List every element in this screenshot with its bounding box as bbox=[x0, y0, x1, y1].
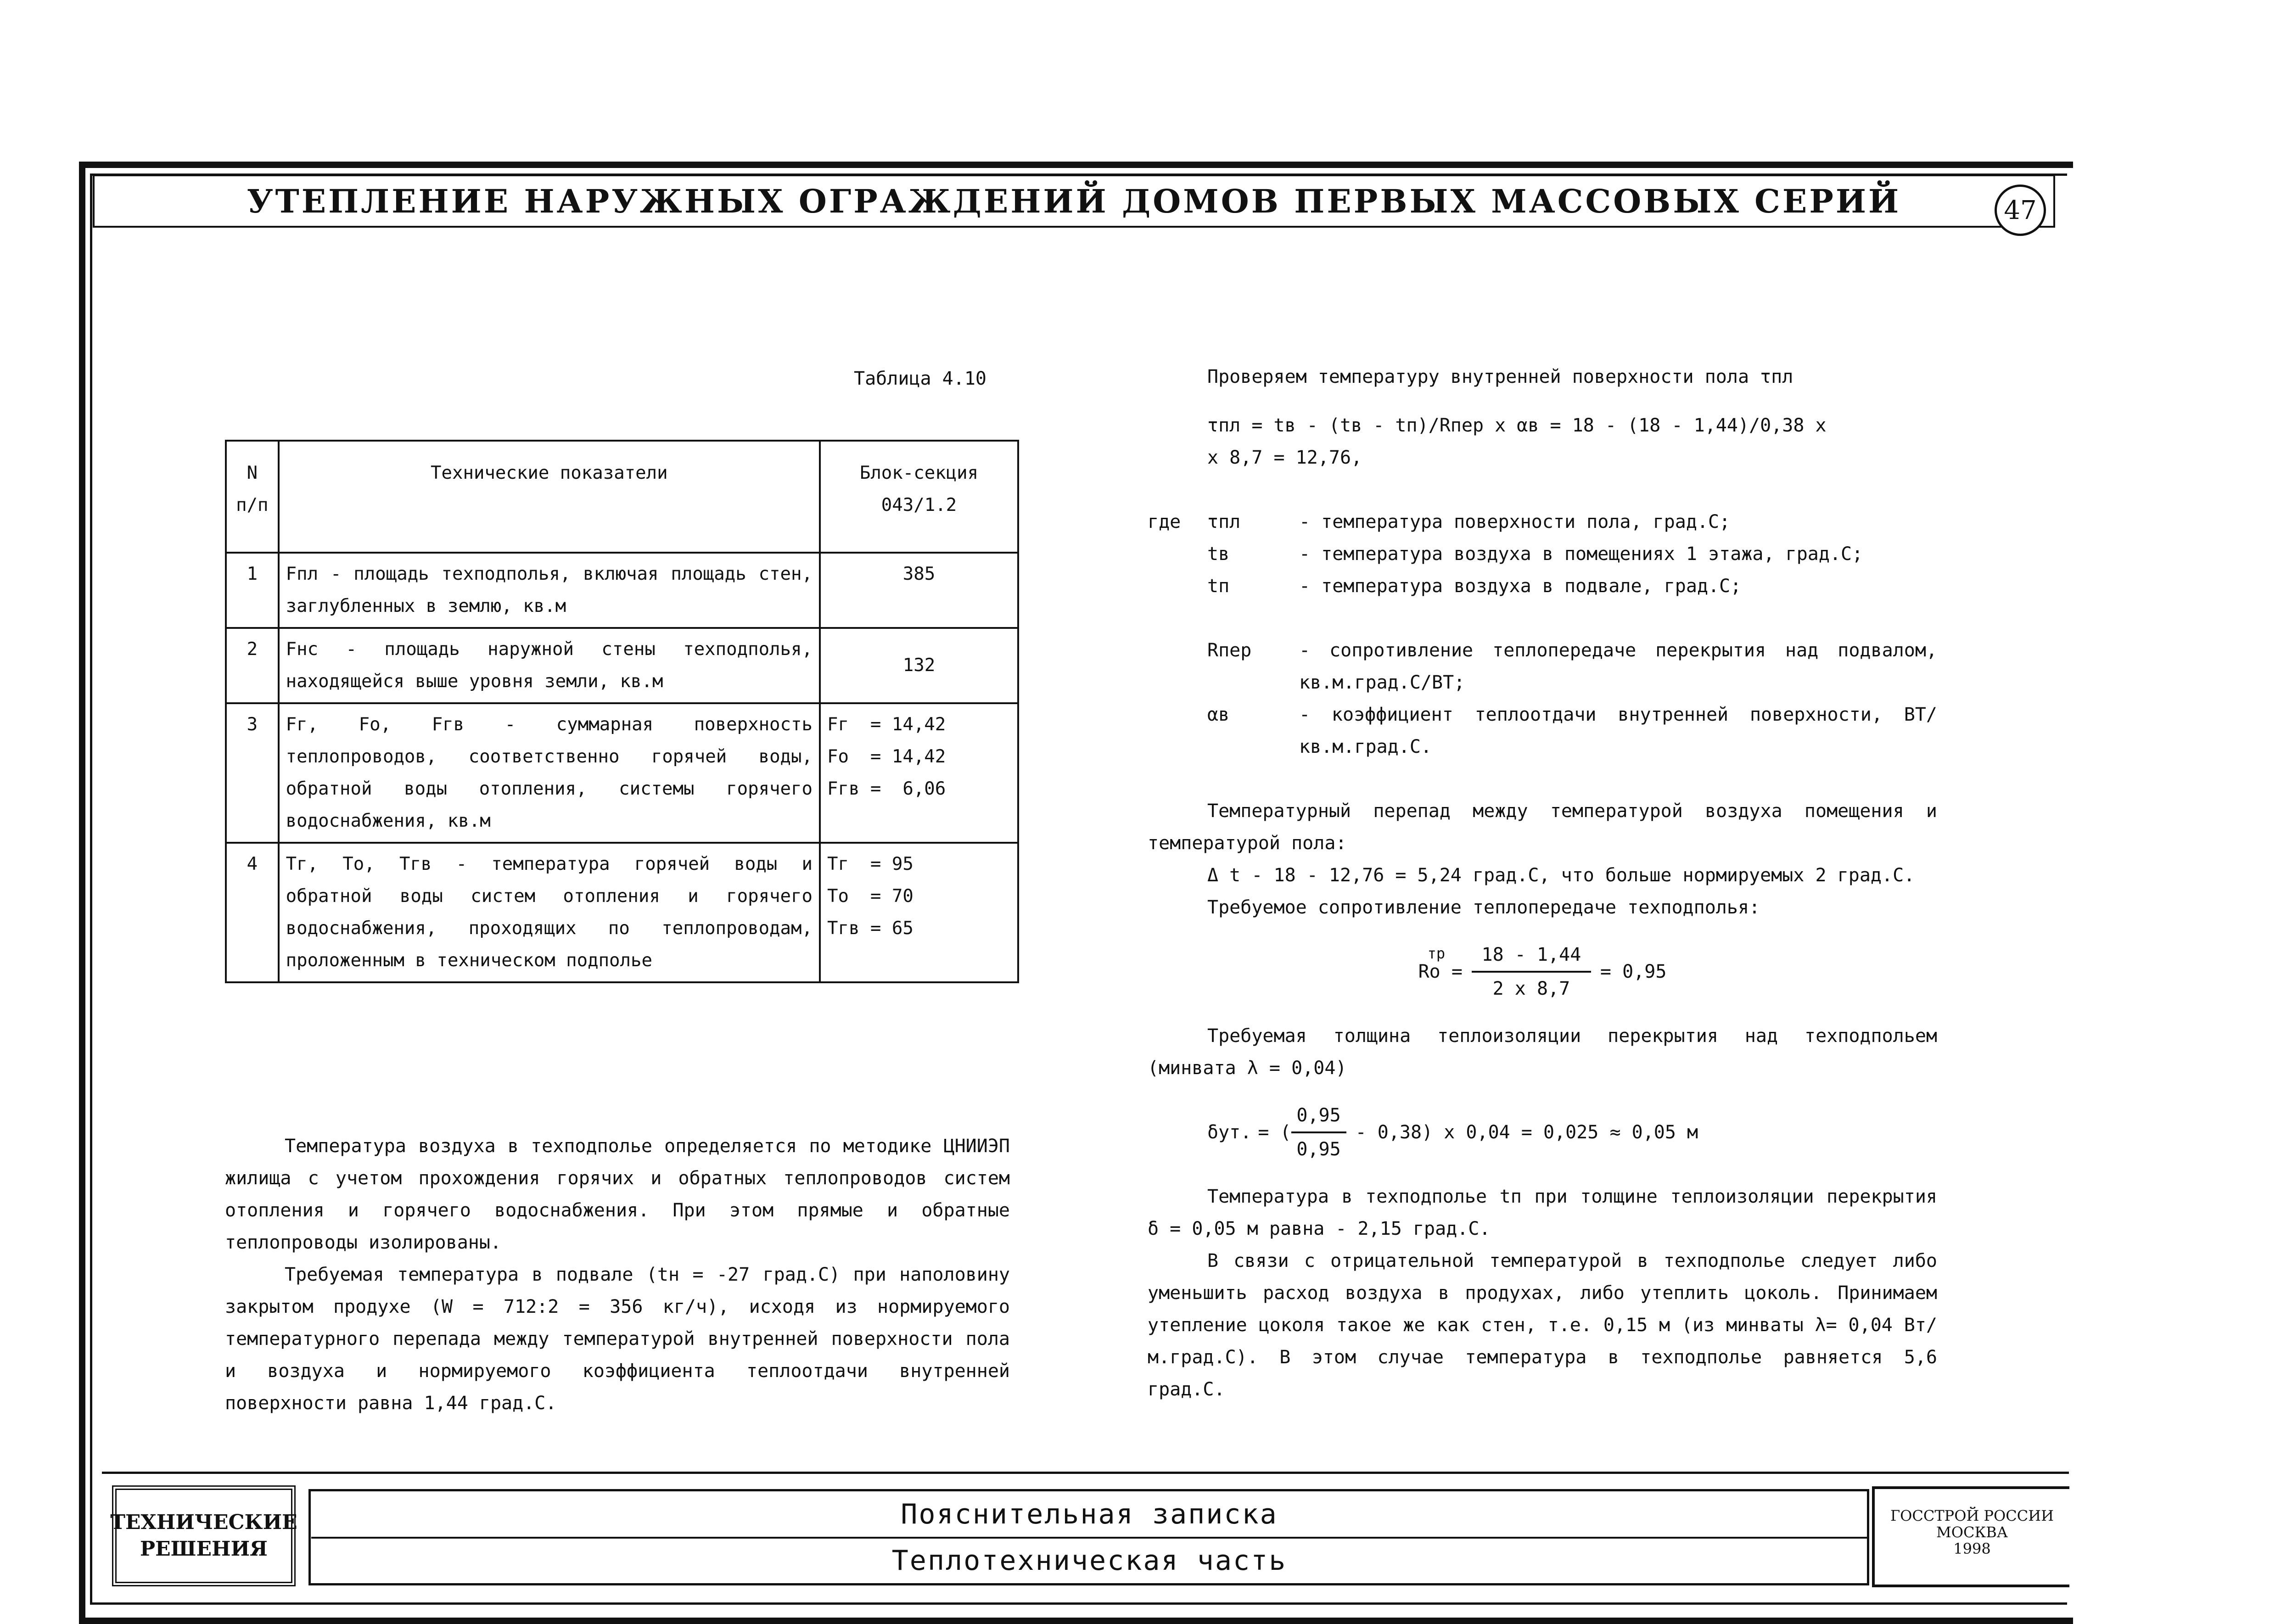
paragraph: Требуемая толщина теплоизоляции перекрытия над техподпольем (минвата λ = 0,04) bbox=[1148, 1025, 1937, 1079]
stamp-title-row2: Теплотехническая часть bbox=[891, 1545, 1287, 1577]
paragraph: Температура в техподполье tп при толщине теплоизоляции перекрытия δ = 0,05 м равна - 2,15 град.С. bbox=[1148, 1186, 1937, 1239]
paragraph: Требуемая температура в подвале (tн = -27 град.С) при наполовину закрытом продухе (W = 712:2 = 356 кг/ч), исходя из нормируемого температурного перепада между температурой внутренней поверхности пола и воздуха и нормируемого коэффициента теплоотдачи внутренней поверхности равна 1,44 град.С. bbox=[225, 1264, 1010, 1414]
col-header-indicators: Технические показатели bbox=[279, 441, 820, 553]
paragraph: Проверяем температуру внутренней поверхности пола τпл bbox=[1207, 366, 1793, 387]
technical-solutions-label: ТЕХНИЧЕСКИЕ РЕШЕНИЯ bbox=[112, 1485, 296, 1586]
paragraph: Температура воздуха в техподполье определяется по методике ЦНИИЭП жилища с учетом прохождения горячих и обратных теплопроводов систем отопления и горячего водоснабжения. При этом прямые и обратные теплопроводы изолированы. bbox=[225, 1136, 1010, 1253]
row-number: 3 bbox=[226, 703, 279, 843]
left-text-block bbox=[225, 1130, 1010, 1419]
definition-row: Rпер - сопротивление теплопередаче перекрытия над подвалом, кв.м.град.С/ВТ; bbox=[1207, 640, 1937, 693]
formula-line: x 8,7 = 12,76, bbox=[1207, 447, 1362, 468]
table-row bbox=[226, 843, 1018, 982]
definition-row: tп - температура воздуха в подвале, град.С; bbox=[1207, 576, 1742, 597]
row-text: Fг, Fo, Fгв - суммарная поверхность теплопроводов, соответственно горячей воды, обратной воды отопления, системы горячего водоснабжения, кв.м bbox=[279, 703, 820, 843]
row-value: Fг = 14,42 Fo = 14,42 Fгв = 6,06 bbox=[820, 703, 1018, 843]
delta-fraction: δут. = ( 0,95 0,95 - 0,38) x 0,04 = 0,025 ≈ 0,05 м bbox=[1207, 1105, 1698, 1160]
row-value: 385 bbox=[820, 553, 1018, 628]
definition-row: tв - температура воздуха в помещениях 1 этажа, град.С; bbox=[1207, 543, 1863, 565]
table-caption: Таблица 4.10 bbox=[854, 368, 986, 389]
r-fraction: тр Rо = 18 - 1,44 2 x 8,7 = 0,95 bbox=[1418, 944, 1667, 999]
table-row bbox=[226, 553, 1018, 628]
paragraph: В связи с отрицательной температурой в техподполье следует либо уменьшить расход воздуха в продухах, либо утеплить цоколь. Принимаем утепление цоколя такое же как стен, т.е. 0,15 м (из минваты λ= 0,04 Вт/м.град.С). В этом случае температура в техподполье равняется 5,6 град.С. bbox=[1148, 1250, 1937, 1400]
table-row bbox=[226, 628, 1018, 703]
col-header-block: Блок-секция 043/1.2 bbox=[820, 441, 1018, 553]
organization-stamp: ГОССТРОЙ РОССИИ МОСКВА 1998 bbox=[1872, 1486, 2069, 1587]
paragraph: Температурный перепад между температурой воздуха помещения и температурой пола: bbox=[1148, 801, 1937, 854]
row-value: Tг = 95 To = 70 Tгв = 65 bbox=[820, 843, 1018, 982]
paragraph: Требуемое сопротивление теплопередаче техподполья: bbox=[1207, 897, 1760, 918]
document-title: УТЕПЛЕНИЕ НАРУЖНЫХ ОГРАЖДЕНИЙ ДОМОВ ПЕРВЫХ МАССОВЫХ СЕРИЙ bbox=[93, 174, 2055, 228]
stamp-divider bbox=[102, 1472, 2069, 1474]
row-text: Fнс - площадь наружной стены техподполья, находящейся выше уровня земли, кв.м bbox=[279, 628, 820, 703]
row-number: 1 bbox=[226, 553, 279, 628]
right-text-block bbox=[1148, 361, 1937, 1406]
row-text: Tг, To, Tгв - температура горячей воды и обратной воды систем отопления и горячего водоснабжения, проходящих по теплопроводам, проложенным в техническом подполье bbox=[279, 843, 820, 982]
definition-row: αв - коэффициент теплоотдачи внутренней поверхности, ВТ/кв.м.град.С. bbox=[1207, 704, 1937, 757]
row-number: 4 bbox=[226, 843, 279, 982]
row-text: Fпл - площадь техподполья, включая площадь стен, заглубленных в землю, кв.м bbox=[279, 553, 820, 628]
row-value: 132 bbox=[820, 628, 1018, 703]
technical-indicators-table bbox=[225, 440, 1019, 983]
col-header-num: N п/п bbox=[226, 441, 279, 553]
paragraph: Δ t - 18 - 12,76 = 5,24 град.С, что больше нормируемых 2 град.С. bbox=[1207, 865, 1915, 886]
stamp-title-row1: Пояснительная записка bbox=[311, 1492, 1867, 1539]
row-number: 2 bbox=[226, 628, 279, 703]
table-row bbox=[226, 703, 1018, 843]
definition-row: где τпл - температура поверхности пола, град.С; bbox=[1148, 511, 1731, 532]
page-number: 47 bbox=[1995, 185, 2046, 236]
table-header-row bbox=[226, 441, 1018, 553]
formula-line: τпл = tв - (tв - tп)/Rпер x αв = 18 - (18 - 1,44)/0,38 x bbox=[1207, 415, 1827, 436]
